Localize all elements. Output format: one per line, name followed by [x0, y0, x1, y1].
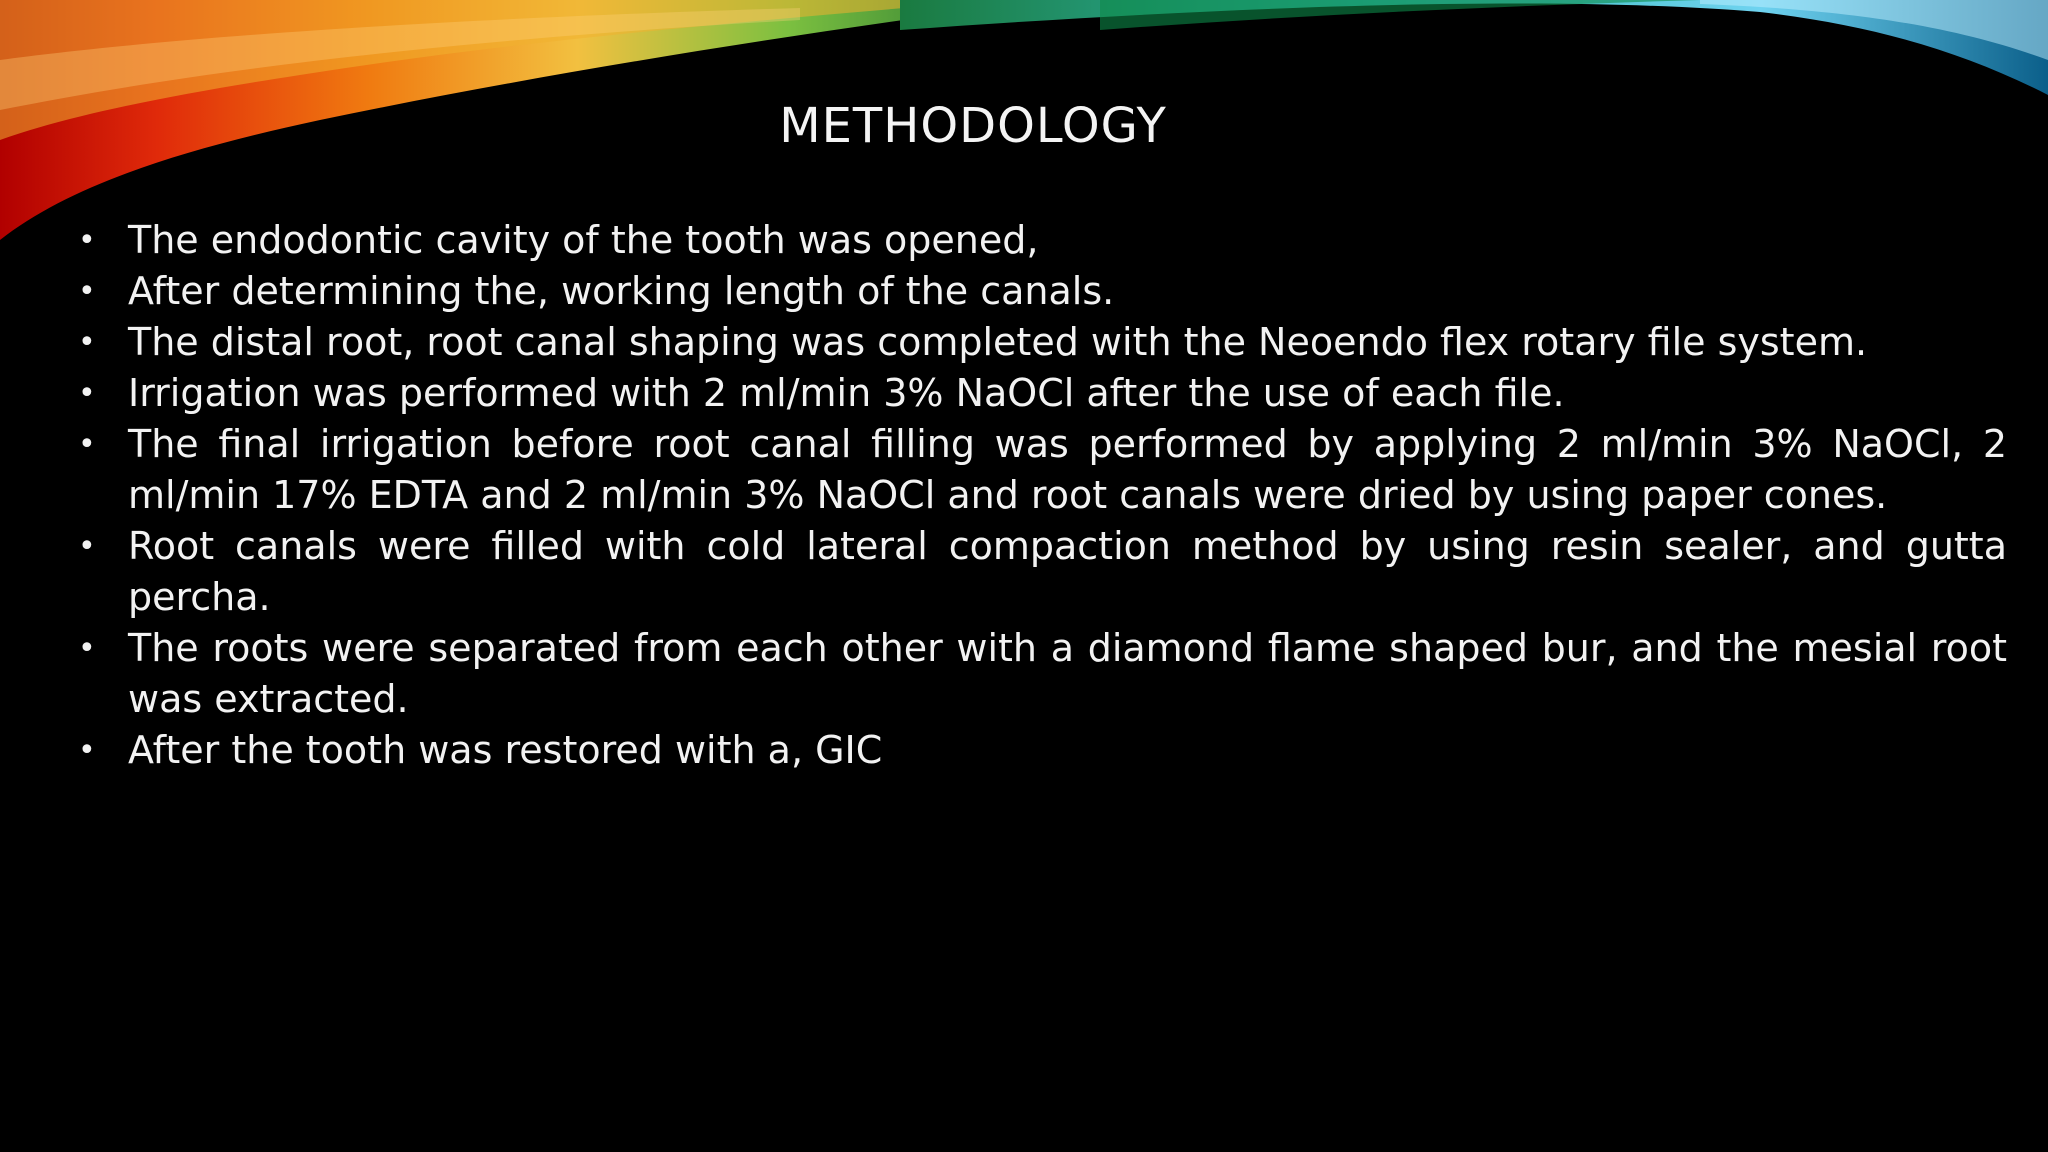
- bullet-text: After determining the, working length of the canals.: [128, 269, 1115, 313]
- bullet-icon: •: [78, 223, 96, 258]
- bullet-icon: •: [78, 376, 96, 411]
- list-item: [72, 215, 2007, 266]
- bullet-icon: •: [78, 427, 96, 462]
- list-item: [72, 725, 2007, 776]
- bullet-list: [72, 215, 2007, 776]
- bullet-icon: •: [78, 733, 96, 768]
- bullet-text: Irrigation was performed with 2 ml/min 3% NaOCl after the use of each file.: [128, 371, 1565, 415]
- bullet-text: After the tooth was restored with a, GIC: [128, 728, 883, 772]
- slide-title: METHODOLOGY: [779, 98, 1167, 154]
- list-item: [72, 317, 2007, 368]
- list-item: [72, 419, 2007, 521]
- list-item: [72, 266, 2007, 317]
- bullet-text: The roots were separated from each other with a diamond flame shaped bur, and the mesial root was extracted.: [128, 626, 2007, 721]
- bullet-icon: •: [78, 274, 96, 309]
- bullet-text: Root canals were filled with cold lateral compaction method by using resin sealer, and gutta percha.: [128, 524, 2007, 619]
- list-item: [72, 521, 2007, 623]
- bullet-icon: •: [78, 631, 96, 666]
- bullet-text: The final irrigation before root canal filling was performed by applying 2 ml/min 3% NaOCl, 2 ml/min 17% EDTA and 2 ml/min 3% NaOCl and root canals were dried by using paper cones.: [128, 422, 2007, 517]
- bullet-text: The distal root, root canal shaping was completed with the Neoendo flex rotary file system.: [128, 320, 1868, 364]
- list-item: [72, 368, 2007, 419]
- list-item: [72, 623, 2007, 725]
- bullet-icon: •: [78, 325, 96, 360]
- bullet-icon: •: [78, 529, 96, 564]
- bullet-text: The endodontic cavity of the tooth was opened,: [128, 218, 1039, 262]
